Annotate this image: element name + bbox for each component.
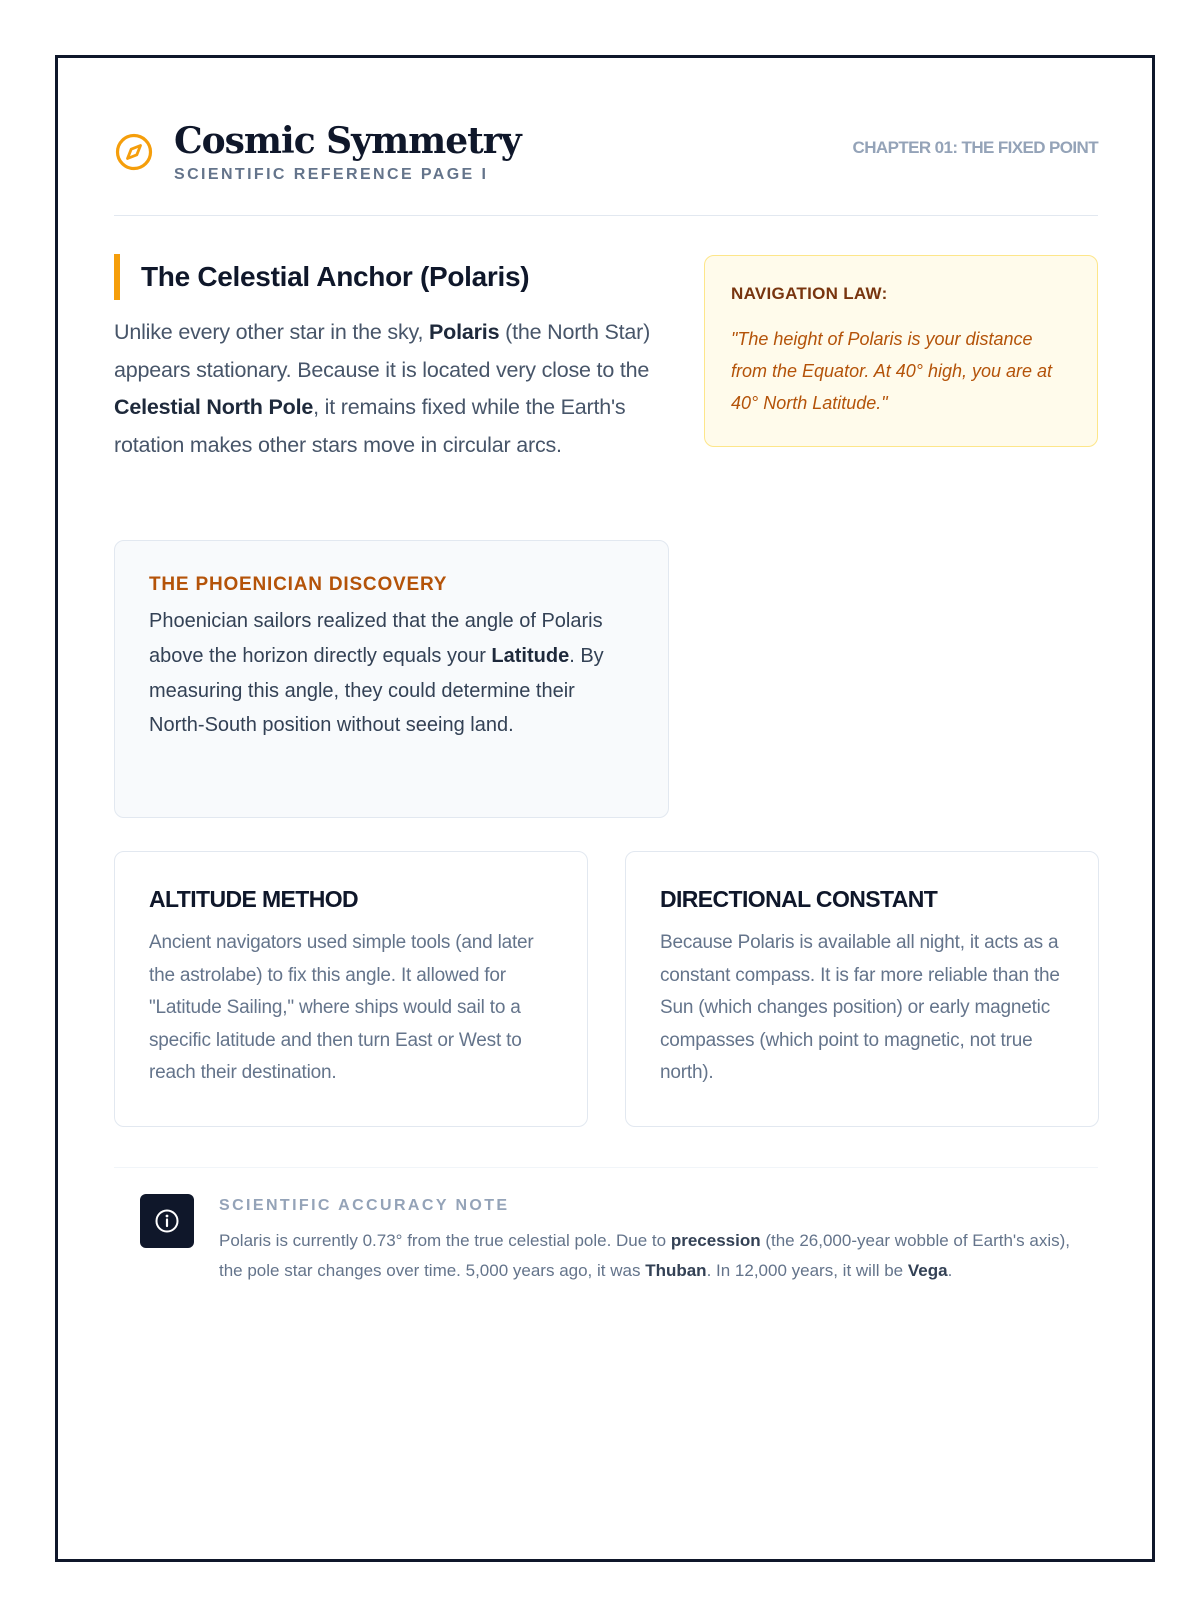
note-text-part: (the 26,000-year wobble of Earth's axis), the pole star changes over time. 5,000 years ago, it was: [219, 1231, 1071, 1280]
chapter-label: CHAPTER 01: THE FIXED POINT: [852, 138, 1098, 157]
intro-bold-polaris: Polaris: [429, 320, 500, 344]
compass-icon: [114, 132, 154, 172]
note-text-part: Polaris is currently 0.73° from the true celestial pole. Due to: [219, 1231, 671, 1250]
section-title: The Celestial Anchor (Polaris): [141, 261, 530, 292]
card-text: Because Polaris is available all night, it acts as a constant compass. It is far more reliable than the Sun (which changes position) or early magnetic compasses (which point to magnetic, not true north).: [660, 932, 1060, 1083]
phoenician-text-part: . By measuring this angle, they could determine their North-South position without seeing land.: [149, 644, 604, 737]
page-subtitle: SCIENTIFIC REFERENCE PAGE I: [174, 166, 489, 183]
section-heading: [114, 254, 674, 300]
law-label: NAVIGATION LAW:: [731, 284, 888, 303]
directional-constant-card: [625, 851, 1099, 1127]
note-bold-thuban: Thuban: [645, 1261, 707, 1280]
card-title: ALTITUDE METHOD: [149, 886, 359, 912]
accent-bar: [114, 254, 120, 300]
phoenician-bold-latitude: Latitude: [491, 644, 570, 667]
note-text: [219, 1226, 1079, 1286]
altitude-method-card: [114, 851, 588, 1127]
law-quote: "The height of Polaris is your distance from the Equator. At 40° high, you are at 40° North Latitude.": [731, 329, 1053, 413]
page-title: Cosmic Symmetry: [174, 120, 521, 162]
intro-text: , it remains fixed while the Earth's rotation makes other stars move in circular arcs.: [114, 395, 626, 457]
intro-bold-pole: Celestial North Pole: [114, 395, 314, 419]
page-frame: [55, 55, 1155, 1562]
phoenician-text-part: Phoenician sailors realized that the angle of Polaris above the horizon directly equals your: [149, 610, 603, 667]
phoenician-discovery-box: [114, 540, 669, 818]
intro-text: Unlike every other star in the sky,: [114, 320, 430, 344]
info-badge: [140, 1194, 194, 1248]
note-bold-vega: Vega: [907, 1261, 948, 1280]
note-text-part: .: [947, 1261, 953, 1280]
note-divider: [114, 1167, 1098, 1168]
phoenician-title: THE PHOENICIAN DISCOVERY: [149, 574, 448, 595]
info-icon: [153, 1207, 181, 1235]
intro-text: (the North Star) appears stationary. Because it is located very close to the: [114, 320, 651, 382]
note-label: SCIENTIFIC ACCURACY NOTE: [219, 1197, 510, 1214]
intro-paragraph: [114, 314, 674, 464]
navigation-law-box: [704, 255, 1098, 447]
note-bold-precession: precession: [670, 1231, 761, 1250]
phoenician-text: [149, 604, 634, 743]
page-header: [114, 118, 1098, 216]
note-text-part: . In 12,000 years, it will be: [706, 1261, 908, 1280]
card-title: DIRECTIONAL CONSTANT: [660, 886, 938, 912]
card-text: Ancient navigators used simple tools (and later the astrolabe) to fix this angle. It allowed for "Latitude Sailing," where ships would sail to a specific latitude and then turn East or West to reach their destination.: [149, 932, 534, 1083]
